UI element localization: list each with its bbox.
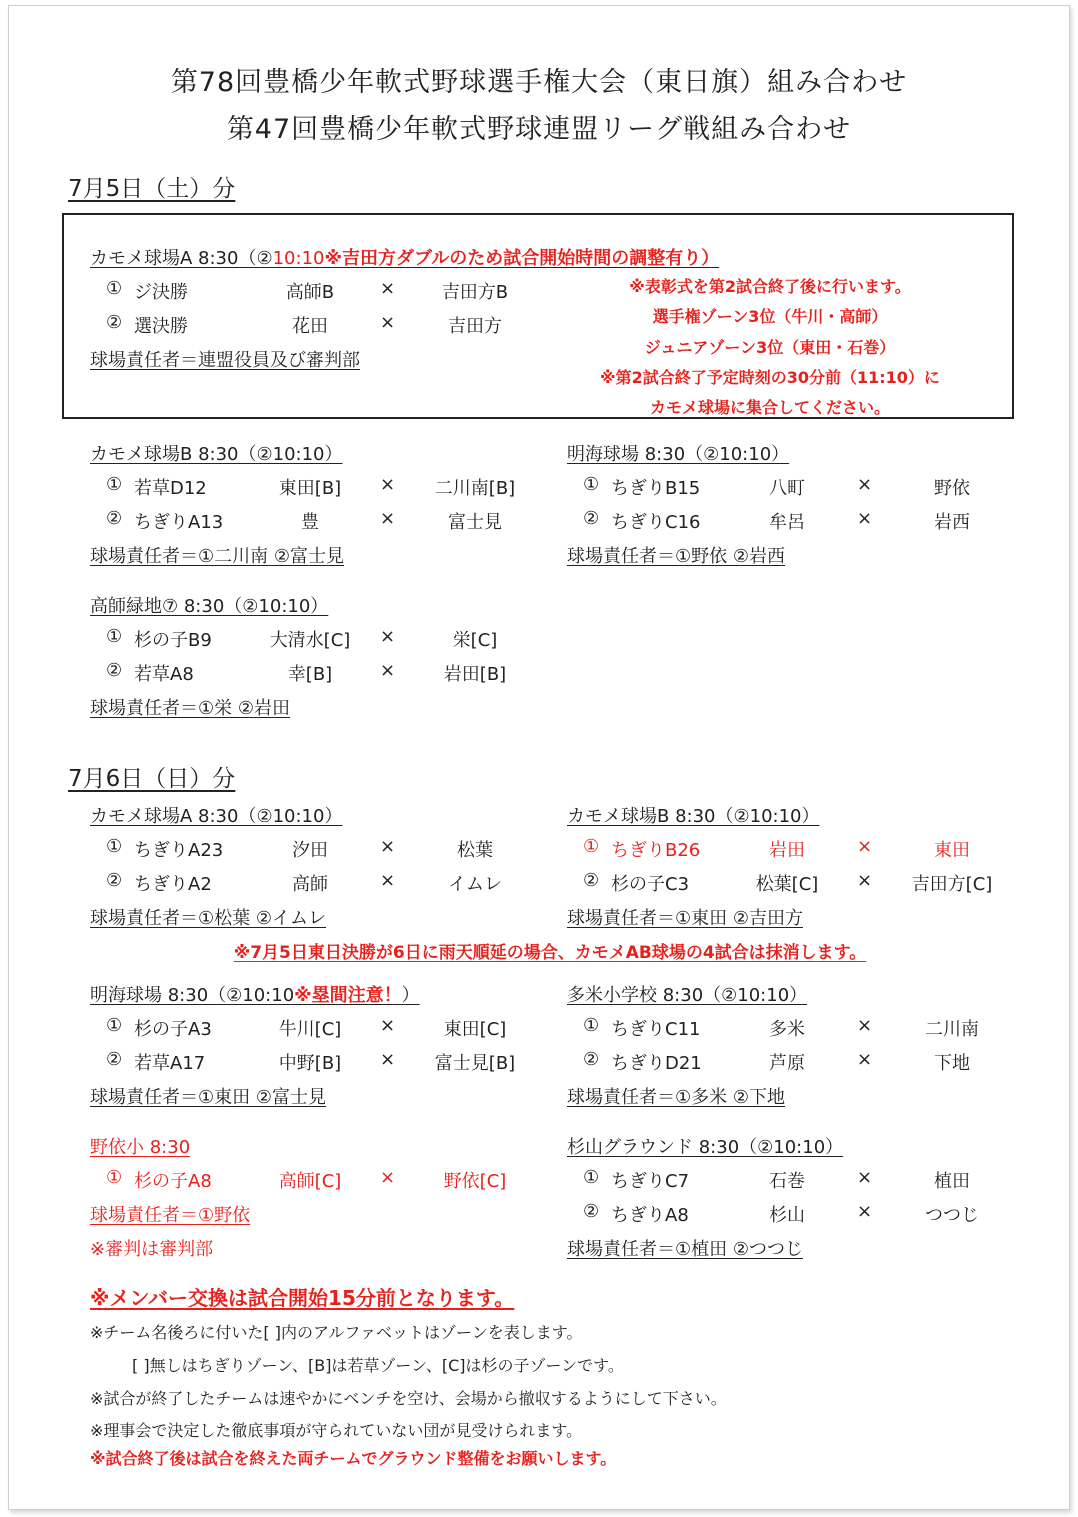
venue-header: 多米小学校 8:30（②10:10） [567, 985, 808, 1006]
footer-note-1: ※チーム名後ろに付いた[ ]内のアルファベットはゾーンを表します。 [90, 1323, 583, 1342]
venue-header: 明海球場 8:30（②10:10） [567, 444, 790, 465]
main-title-1: 第78回豊橋少年軟式野球選手権大会（東日旗）組み合わせ [170, 67, 908, 98]
responsible-text: 球場責任者＝①東田 ②富士見 [90, 1087, 326, 1108]
responsible-text: 球場責任者＝①多米 ②下地 [567, 1087, 785, 1108]
day2-label: 7月6日（日）分 [68, 766, 236, 792]
referee-note: ※審判は審判部 [90, 1239, 214, 1260]
venue-header: カモメ球場A 8:30（②10:10） [90, 806, 343, 827]
game-row: ② 選決勝 花田 × 吉田方 [106, 312, 502, 337]
member-exchange-notice: ※メンバー交換は試合開始15分前となります。 [90, 1286, 515, 1310]
ceremony-notice-5: カモメ球場に集合してください。 [649, 398, 890, 417]
game-row: ① ちぎりB26 岩田 × 東田 [583, 836, 970, 861]
footer-note-3: ※試合が終了したチームは速やかにベンチを空け、会場から撤収するようにして下さい。 [90, 1389, 727, 1408]
game-row: ① 杉の子A8 高師[C] × 野依[C] [106, 1167, 507, 1192]
game-row: ② 若草A17 中野[B] × 富士見[B] [106, 1049, 516, 1074]
ceremony-notice-2: 選手権ゾーン3位（牛川・高師） [652, 307, 888, 326]
ground-maintenance-notice: ※試合終了後は試合を終えた両チームでグラウンド整備をお願いします。 [90, 1449, 617, 1468]
game-row: ② ちぎりC16 牟呂 × 岩西 [583, 508, 970, 533]
responsible-text: 球場責任者＝①野依 ②岩西 [567, 546, 785, 567]
footer-note-4: ※理事会で決定した徹底事項が守られていない団が見受けられます。 [90, 1421, 583, 1440]
venue-header: 高師緑地⑦ 8:30（②10:10） [90, 596, 329, 617]
footer-note-2: [ ]無しはちぎりゾーン、[B]は若草ゾーン、[C]は杉の子ゾーンです。 [132, 1356, 624, 1375]
venue-header: 野依小 8:30 [90, 1137, 191, 1158]
game-row: ② ちぎりA13 豊 × 富士見 [106, 508, 502, 533]
venue-header: カモメ球場B 8:30（②10:10） [567, 806, 820, 827]
game-row: ① 若草D12 東田[B] × 二川南[B] [106, 474, 516, 499]
ceremony-notice-4: ※第2試合終了予定時刻の30分前（11:10）に [600, 368, 940, 387]
game-row: ① ちぎりA23 汐田 × 松葉 [106, 836, 493, 861]
game-row: ① ちぎりB15 八町 × 野依 [583, 474, 970, 499]
game-row: ② 杉の子C3 松葉[C] × 吉田方[C] [583, 870, 993, 895]
venue-header: カモメ球場B 8:30（②10:10） [90, 444, 343, 465]
responsible-text: 球場責任者＝①栄 ②岩田 [90, 698, 290, 719]
venue-header: 明海球場 8:30（②10:10※塁間注意！） [90, 985, 420, 1006]
game-row: ① 杉の子A3 牛川[C] × 東田[C] [106, 1015, 507, 1040]
game-row: ② ちぎりA2 高師 × イムレ [106, 870, 502, 895]
game-row: ① 杉の子B9 大清水[C] × 栄[C] [106, 626, 498, 651]
venue-header: 杉山グラウンド 8:30（②10:10） [567, 1137, 844, 1158]
ceremony-notice-1: ※表彰式を第2試合終了後に行います。 [629, 277, 911, 296]
responsible-text: 球場責任者＝①松葉 ②イムレ [90, 908, 326, 929]
game-row: ② 若草A8 幸[B] × 岩田[B] [106, 660, 507, 685]
responsible-text: 球場責任者＝①植田 ②つつじ [567, 1239, 803, 1260]
game-row: ① ちぎりC11 多米 × 二川南 [583, 1015, 979, 1040]
day1-label: 7月5日（土）分 [68, 176, 236, 202]
ceremony-notice-3: ジュニアゾーン3位（東田・石巻） [644, 338, 896, 357]
responsible-text: 球場責任者＝①東田 ②吉田方 [567, 908, 803, 929]
venue-header: カモメ球場A 8:30（②10:10※吉田方ダブルのため試合開始時間の調整有り） [90, 248, 720, 269]
responsible-text: 球場責任者＝①二川南 ②富士見 [90, 546, 344, 567]
main-title-2: 第47回豊橋少年軟式野球連盟リーグ戦組み合わせ [226, 114, 852, 145]
game-row: ① ちぎりC7 石巻 × 植田 [583, 1167, 970, 1192]
rain-notice: ※7月5日東日決勝が6日に雨天順延の場合、カモメAB球場の4試合は抹消します。 [233, 943, 867, 963]
game-row: ② ちぎりD21 芦原 × 下地 [583, 1049, 970, 1074]
game-row: ② ちぎりA8 杉山 × つつじ [583, 1201, 979, 1226]
responsible-text: 球場責任者＝①野依 [90, 1205, 251, 1226]
game-row: ① ジ決勝 高師B × 吉田方B [106, 278, 509, 303]
responsible-text: 球場責任者＝連盟役員及び審判部 [90, 350, 360, 371]
